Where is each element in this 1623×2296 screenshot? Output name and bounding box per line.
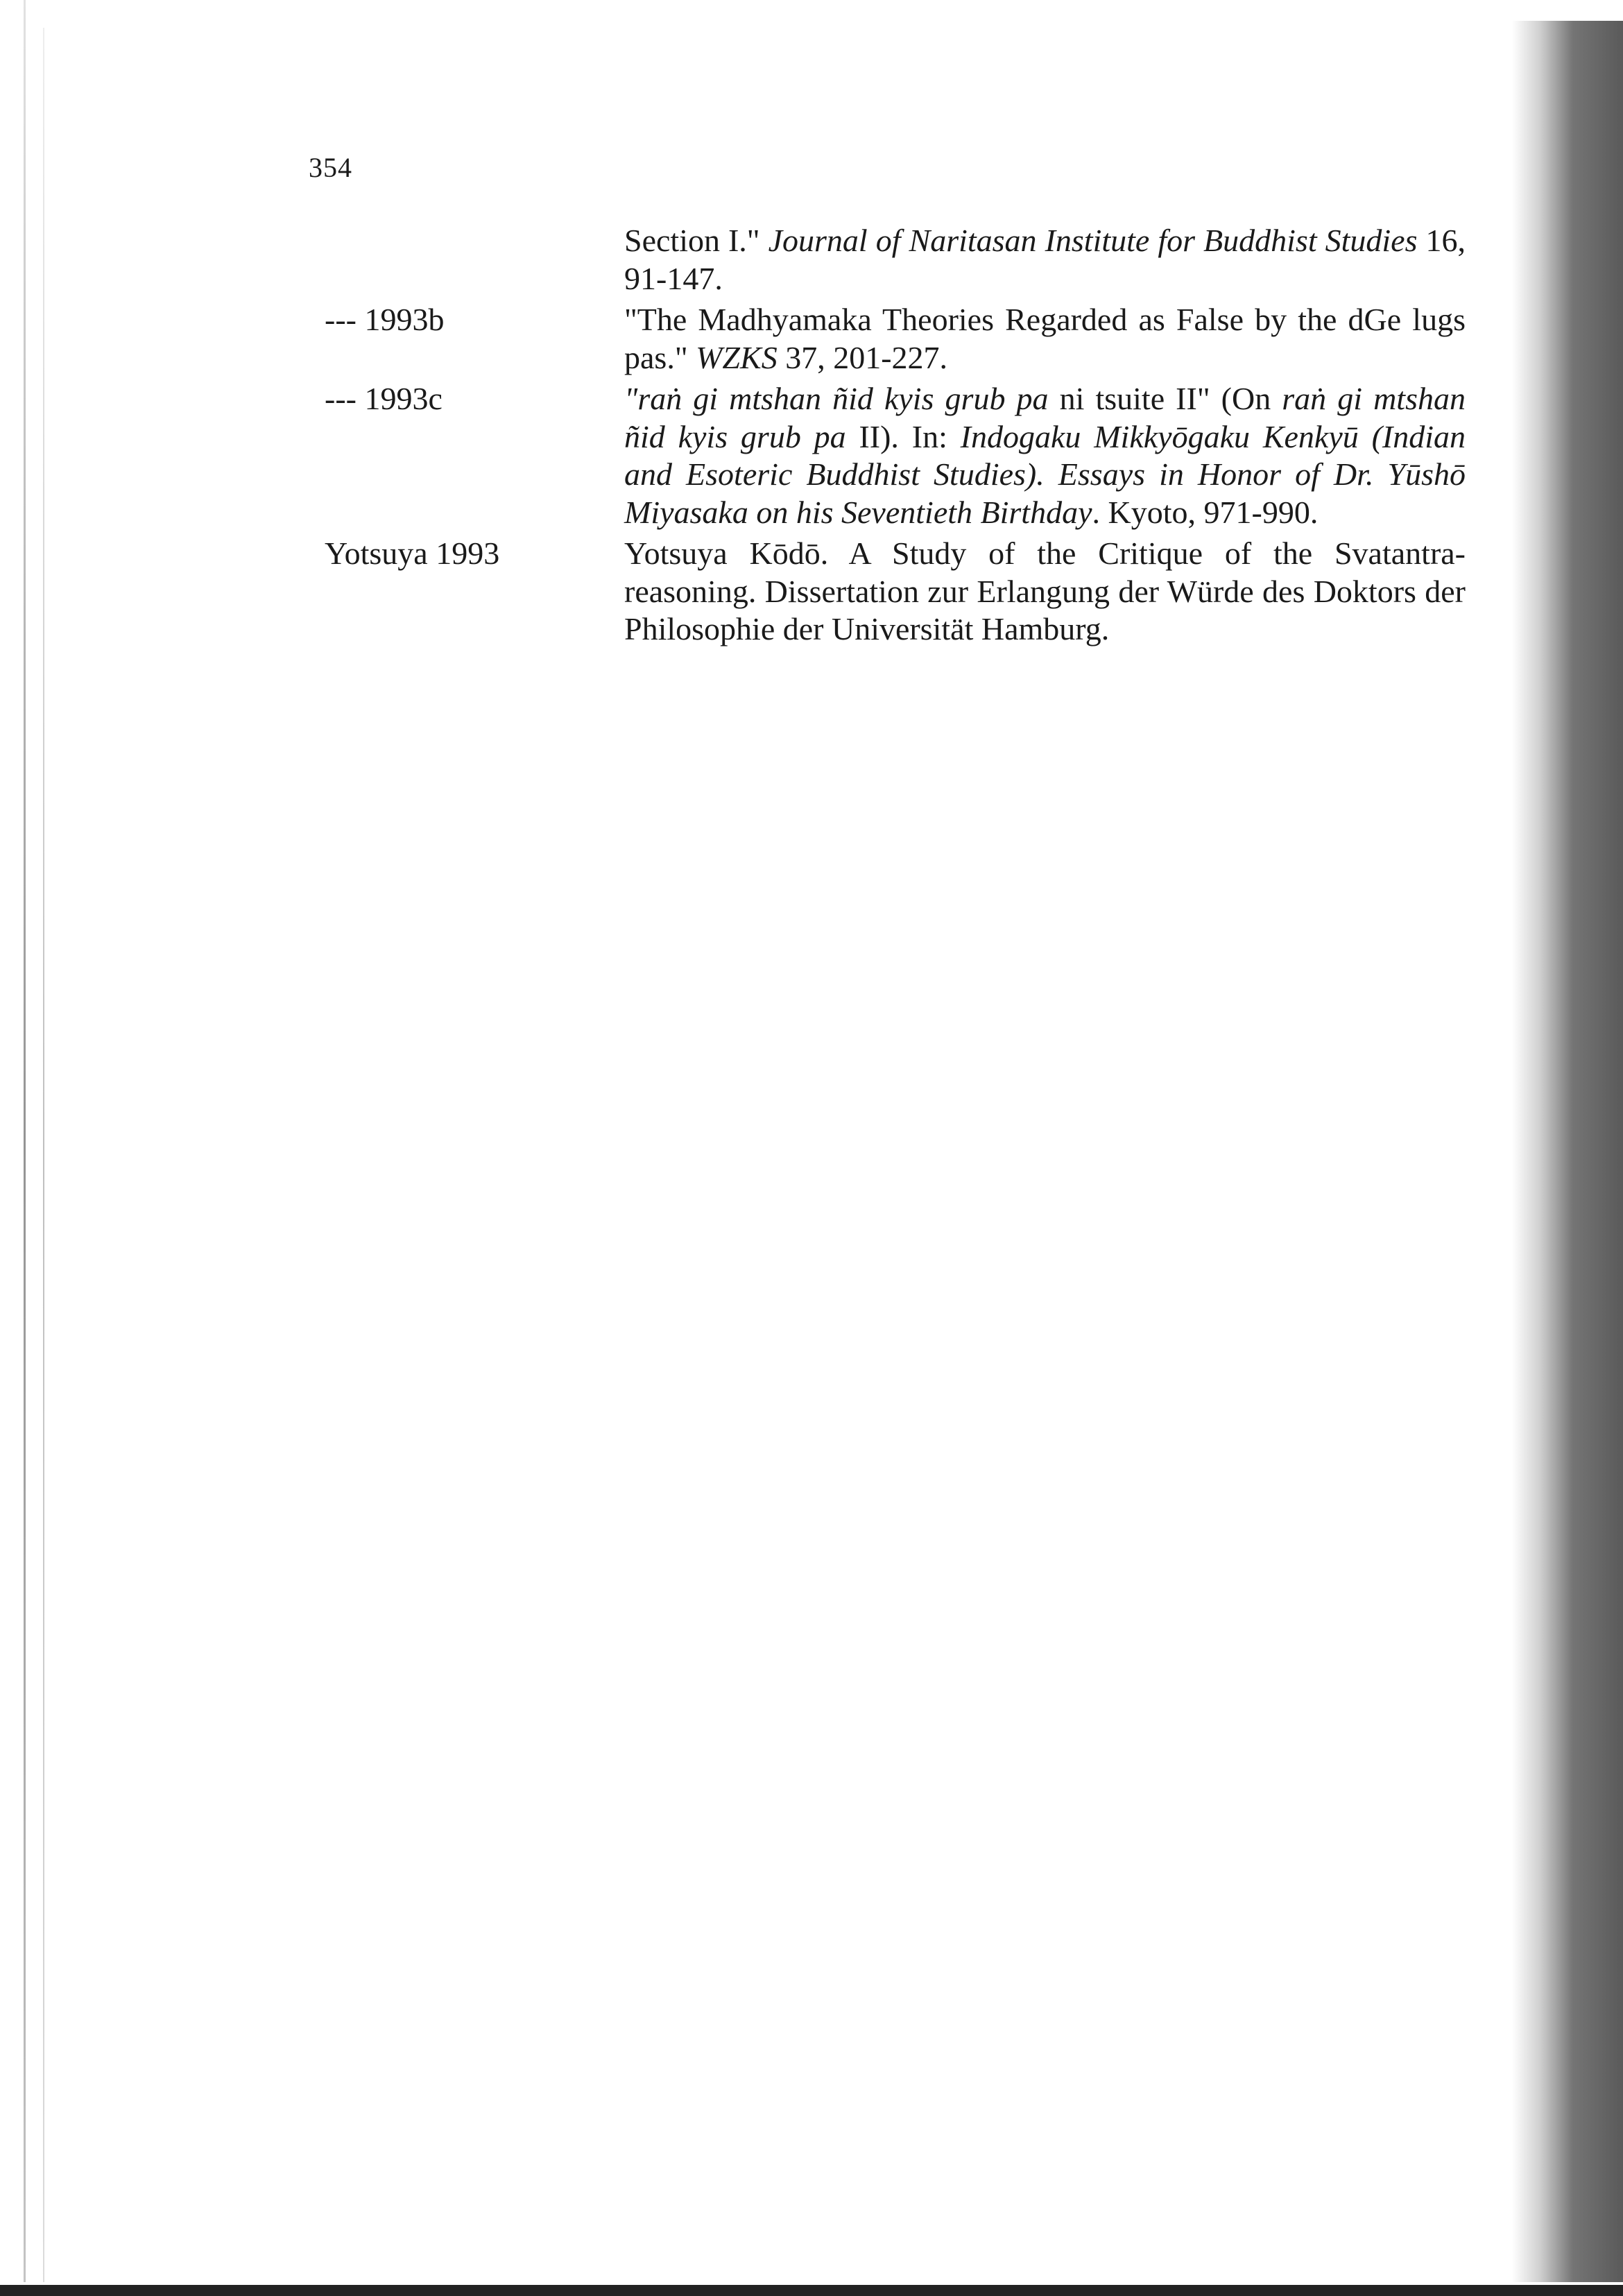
entry-text (624, 222, 1466, 298)
entry-text (624, 301, 1466, 377)
page-number: 354 (309, 152, 352, 183)
text-segment: Yotsuya Kōdō. A Study of the Critique of the Svatantra-reasoning. Dissertation zur Erlangung der Würde des Doktors der Philosophie der Universität Hamburg. (624, 536, 1466, 646)
text-segment-italic: Indogaku Mikkyōgaku Kenkyū (Indian and Esoteric Buddhist Studies). Essays in Honor of Dr. Yūshō Miyasaka on his Seventieth Birthday (624, 418, 1466, 530)
text-segment: ni tsuite II" (On (1048, 381, 1282, 416)
scan-bottom-border (0, 2285, 1623, 2296)
scan-spine-shadow (1512, 21, 1623, 2282)
scan-edge-line (43, 28, 44, 2282)
text-segment-italic: " (624, 381, 638, 416)
entry-key: --- 1993b (325, 302, 445, 337)
entry-key: --- 1993c (325, 381, 443, 416)
text-segment-italic: raṅ gi mtshan ñid kyis grub pa (637, 381, 1049, 416)
text-segment: 37, 201-227. (777, 339, 948, 375)
scan-edge-line (24, 0, 26, 2282)
text-segment-italic: Journal of Naritasan Institute for Buddhist Studies (768, 223, 1418, 258)
text-segment: Section I." (624, 223, 768, 258)
bibliography-entry (325, 380, 1466, 531)
text-segment: 16, 91-147. (624, 223, 1466, 296)
text-segment: . Kyoto, 971-990. (1092, 494, 1319, 530)
bibliography-entry (325, 535, 1466, 649)
text-segment: "The Madhyamaka Theories Regarded as False by the dGe lugs pas." (624, 302, 1466, 375)
bibliography-entry (325, 301, 1466, 377)
text-segment-italic: raṅ gi mtshan ñid kyis grub pa (624, 381, 1466, 454)
entry-text (624, 535, 1466, 649)
bibliography (325, 222, 1466, 649)
entry-text (624, 380, 1466, 531)
entry-key: Yotsuya 1993 (325, 536, 500, 571)
bibliography-entry (325, 222, 1466, 298)
text-segment-italic: WZKS (696, 339, 778, 375)
text-segment: II). In: (845, 418, 961, 454)
